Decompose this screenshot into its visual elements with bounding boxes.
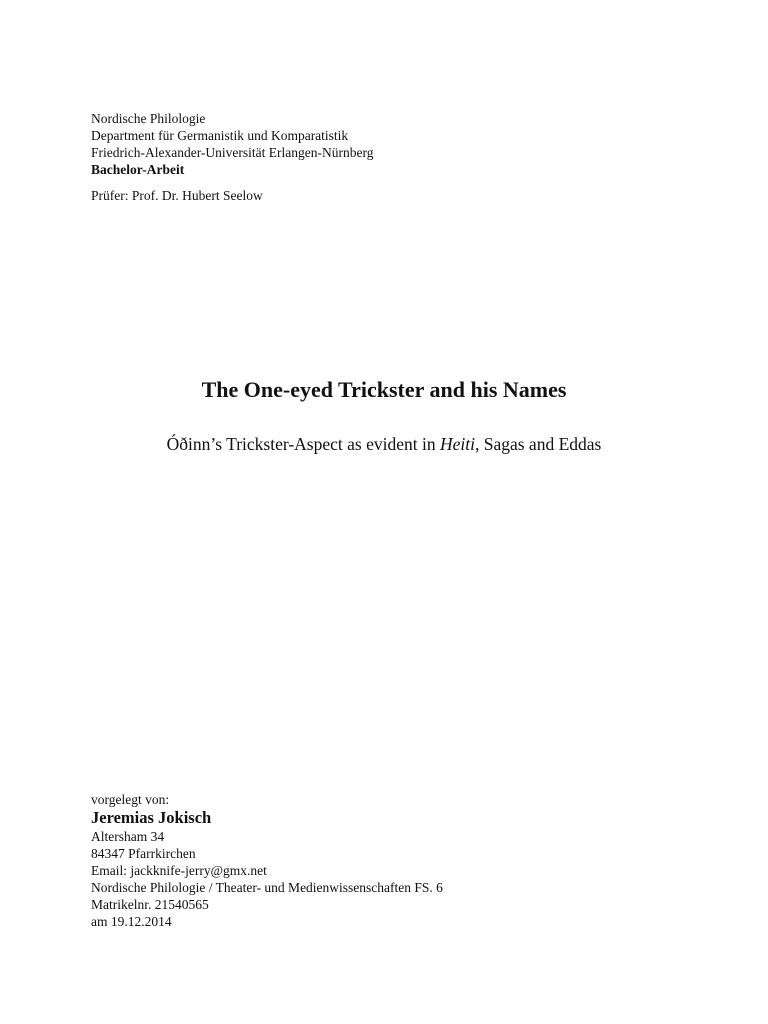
subtitle-part-1: Óðinn’s Trickster-Aspect as evident in <box>166 434 440 454</box>
author-name: Jeremias Jokisch <box>91 808 212 827</box>
institution-header <box>91 110 374 178</box>
submission-date: am 19.12.2014 <box>91 914 172 929</box>
subtitle-part-2: , Sagas and Eddas <box>474 434 602 454</box>
author-email: Email: jackknife-jerry@gmx.net <box>91 863 267 878</box>
author-info <box>91 791 443 930</box>
institution-university-line: Friedrich-Alexander-Universität Erlangen-Nürnberg <box>91 145 374 160</box>
presented-by-label: vorgelegt von: <box>91 792 170 807</box>
author-street: Altersham 34 <box>91 829 165 844</box>
author-city: 84347 Pfarrkirchen <box>91 846 196 861</box>
document-title: The One-eyed Trickster and his Names <box>201 377 567 402</box>
institution-faculty-line: Department für Germanistik und Komparatistik <box>91 128 349 143</box>
author-program: Nordische Philologie / Theater- und Medienwissenschaften FS. 6 <box>91 880 443 895</box>
document-subtitle <box>0 432 768 456</box>
institution-department-line: Nordische Philologie <box>91 111 206 126</box>
thesis-type-label: Bachelor-Arbeit <box>91 162 185 177</box>
author-matriculation: Matrikelnr. 21540565 <box>91 897 209 912</box>
subtitle-italic-term: Heiti <box>439 434 475 454</box>
examiner-line: Prüfer: Prof. Dr. Hubert Seelow <box>91 188 263 203</box>
